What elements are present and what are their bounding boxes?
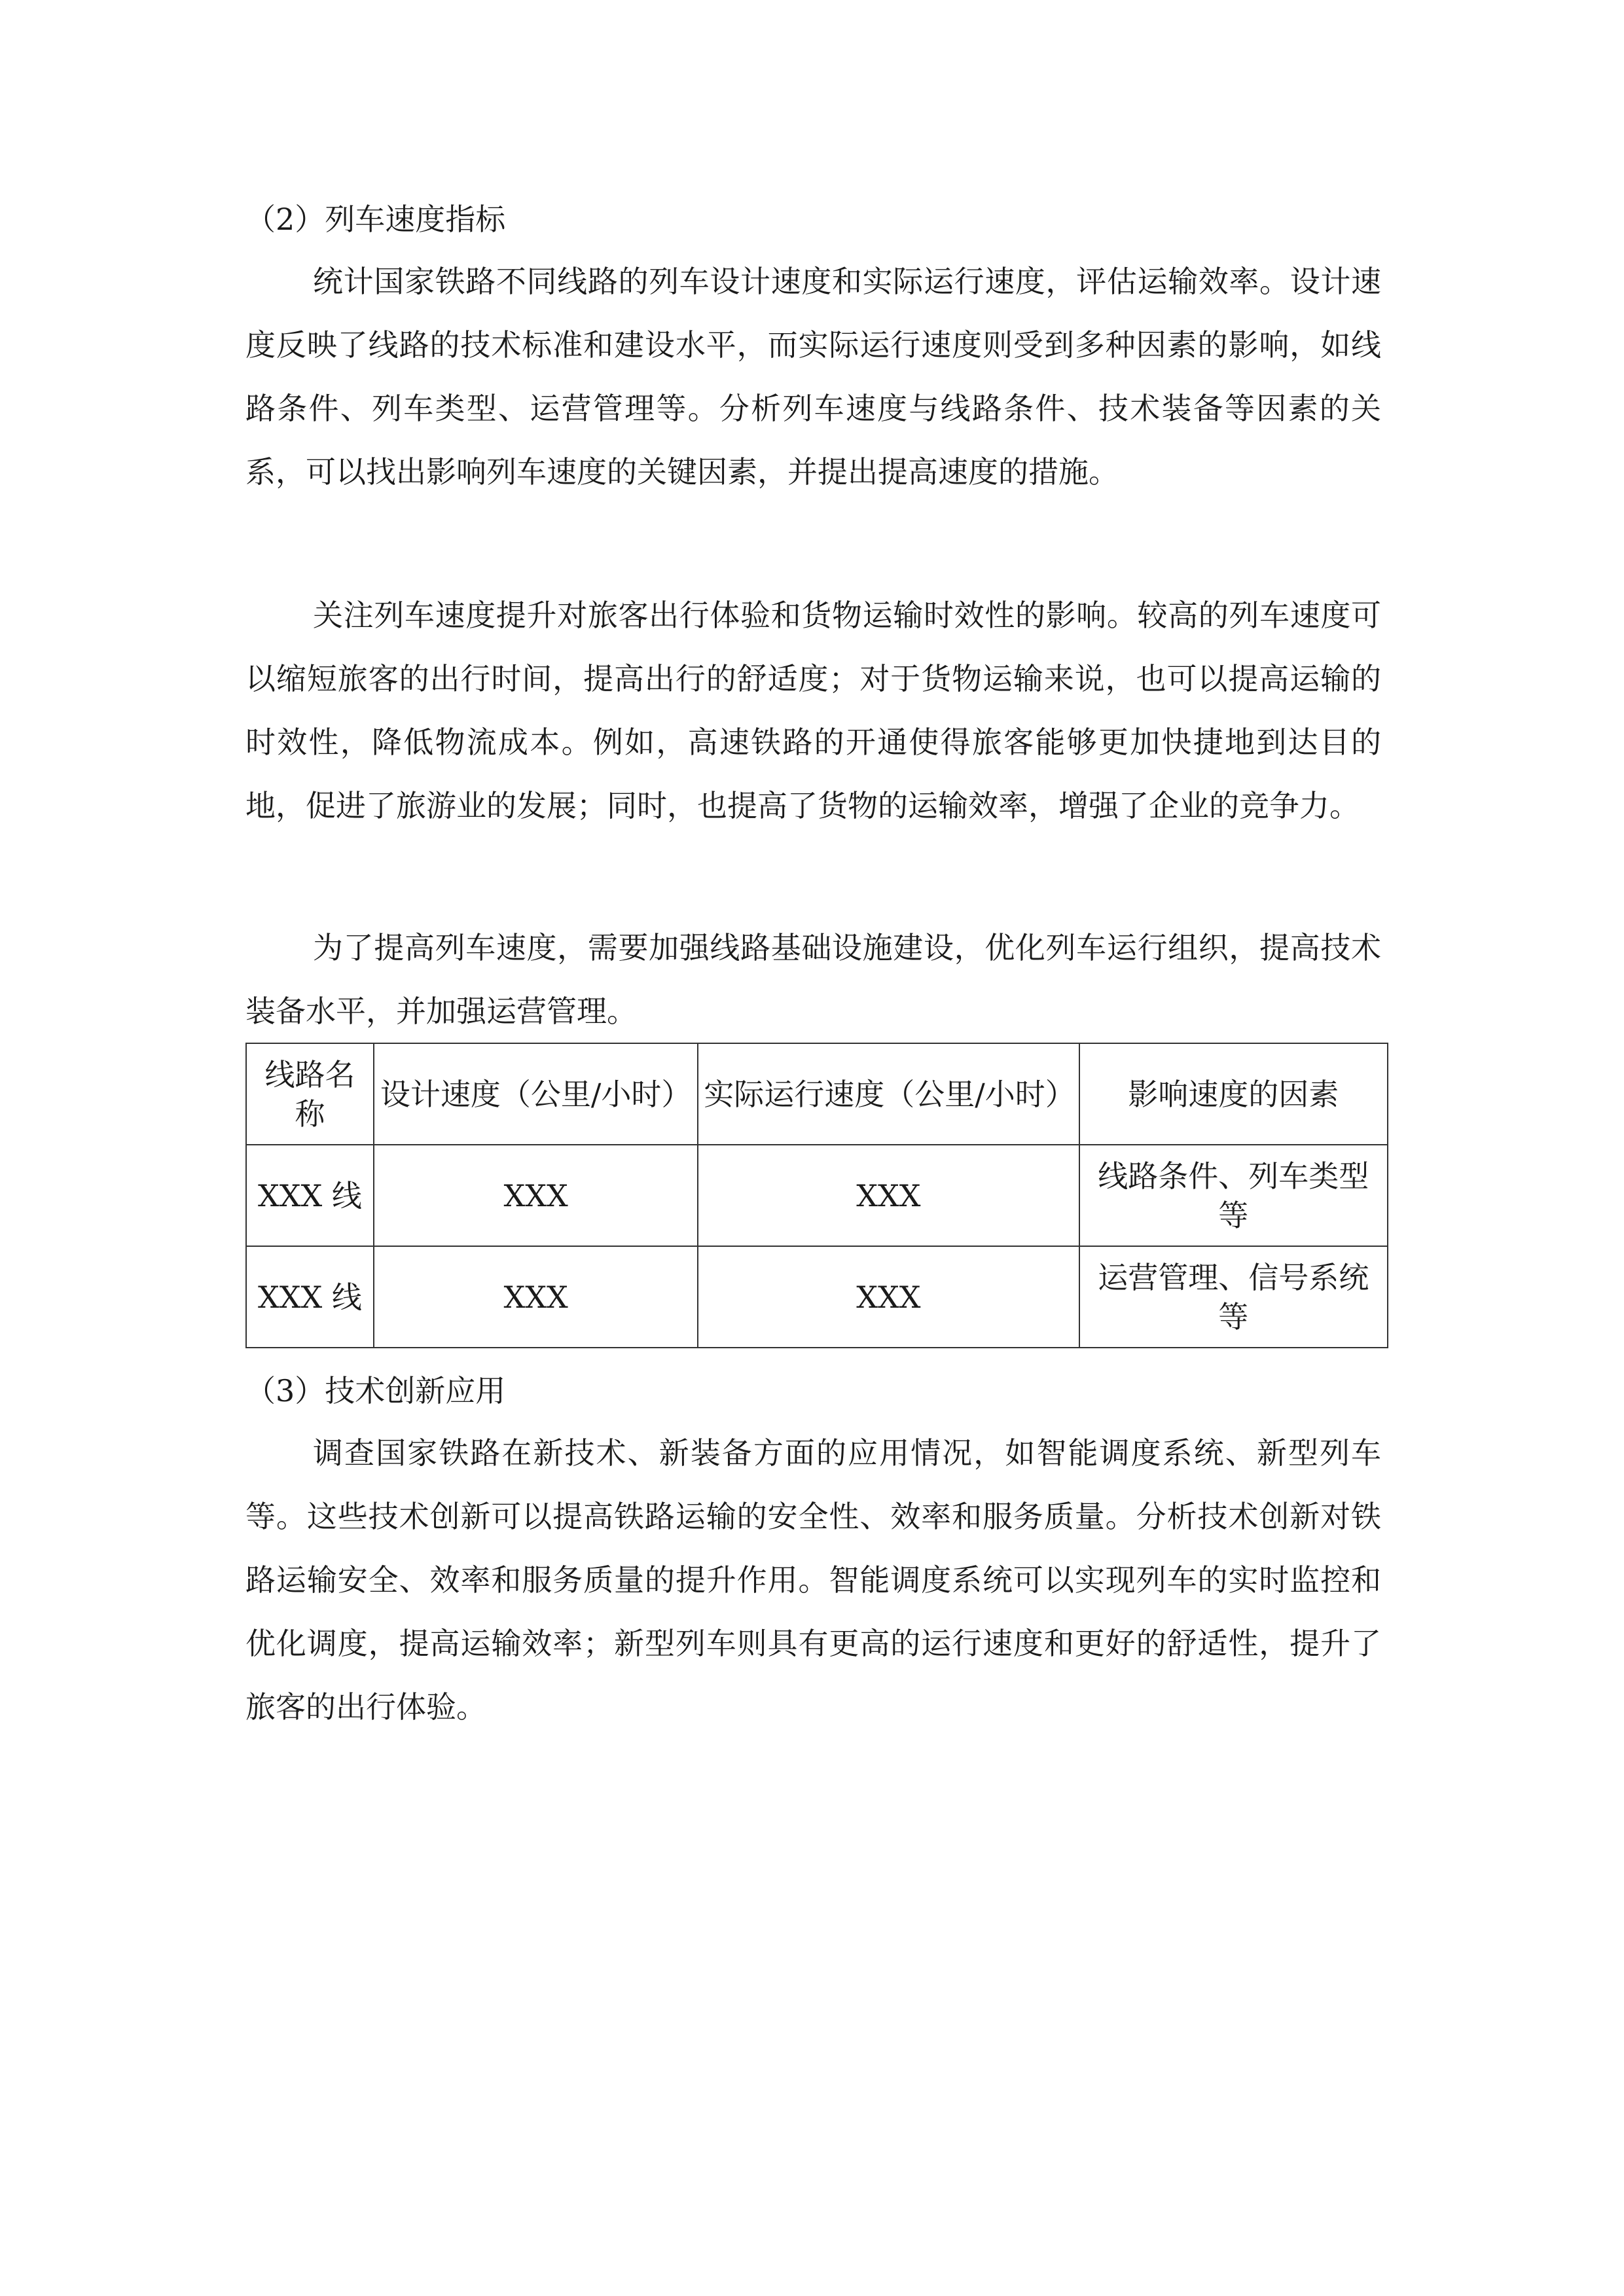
section-2-paragraph-3: 为了提高列车速度，需要加强线路基础设施建设，优化列车运行组织，提高技术装备水平，并加强运营管理。 <box>245 930 1381 1029</box>
cell-design-speed: XXX <box>374 1145 698 1246</box>
cell-actual-speed: XXX <box>698 1145 1079 1246</box>
section-3-paragraph-1: 调查国家铁路在新技术、新装备方面的应用情况，如智能调度系统、新型列车等。这些技术创新可以提高铁路运输的安全性、效率和服务质量。分析技术创新对铁路运输安全、效率和服务质量的提升作用。智能调度系统可以实现列车的实时监控和优化调度，提高运输效率；新型列车则具有更高的运行速度和更好的舒适性，提升了旅客的出行体验。 <box>245 1435 1381 1725</box>
section-2-heading: （2）列车速度指标 <box>245 202 506 237</box>
cell-speed-factors: 线路条件、列车类型等 <box>1079 1145 1388 1246</box>
cell-speed-factors: 运营管理、信号系统等 <box>1079 1246 1388 1348</box>
table-row <box>246 1145 1388 1246</box>
cell-actual-speed: XXX <box>698 1246 1079 1348</box>
cell-line-name: XXX 线 <box>246 1246 374 1348</box>
section-2-paragraph-2: 关注列车速度提升对旅客出行体验和货物运输时效性的影响。较高的列车速度可以缩短旅客的出行时间，提高出行的舒适度；对于货物运输来说，也可以提高运输的时效性，降低物流成本。例如，高速铁路的开通使得旅客能够更加快捷地到达目的地，促进了旅游业的发展；同时，也提高了货物的运输效率，增强了企业的竞争力。 <box>245 598 1381 823</box>
train-speed-table <box>245 1043 1388 1348</box>
header-actual-speed: 实际运行速度（公里/小时） <box>698 1043 1079 1145</box>
header-speed-factors: 影响速度的因素 <box>1079 1043 1388 1145</box>
table-row <box>246 1246 1388 1348</box>
header-design-speed: 设计速度（公里/小时） <box>374 1043 698 1145</box>
cell-line-name: XXX 线 <box>246 1145 374 1246</box>
header-line-name: 线路名称 <box>246 1043 374 1145</box>
section-3-heading: （3）技术创新应用 <box>245 1373 506 1408</box>
table-header-row <box>246 1043 1388 1145</box>
section-2-paragraph-1: 统计国家铁路不同线路的列车设计速度和实际运行速度，评估运输效率。设计速度反映了线路的技术标准和建设水平，而实际运行速度则受到多种因素的影响，如线路条件、列车类型、运营管理等。分析列车速度与线路条件、技术装备等因素的关系，可以找出影响列车速度的关键因素，并提出提高速度的措施。 <box>245 264 1381 490</box>
cell-design-speed: XXX <box>374 1246 698 1348</box>
